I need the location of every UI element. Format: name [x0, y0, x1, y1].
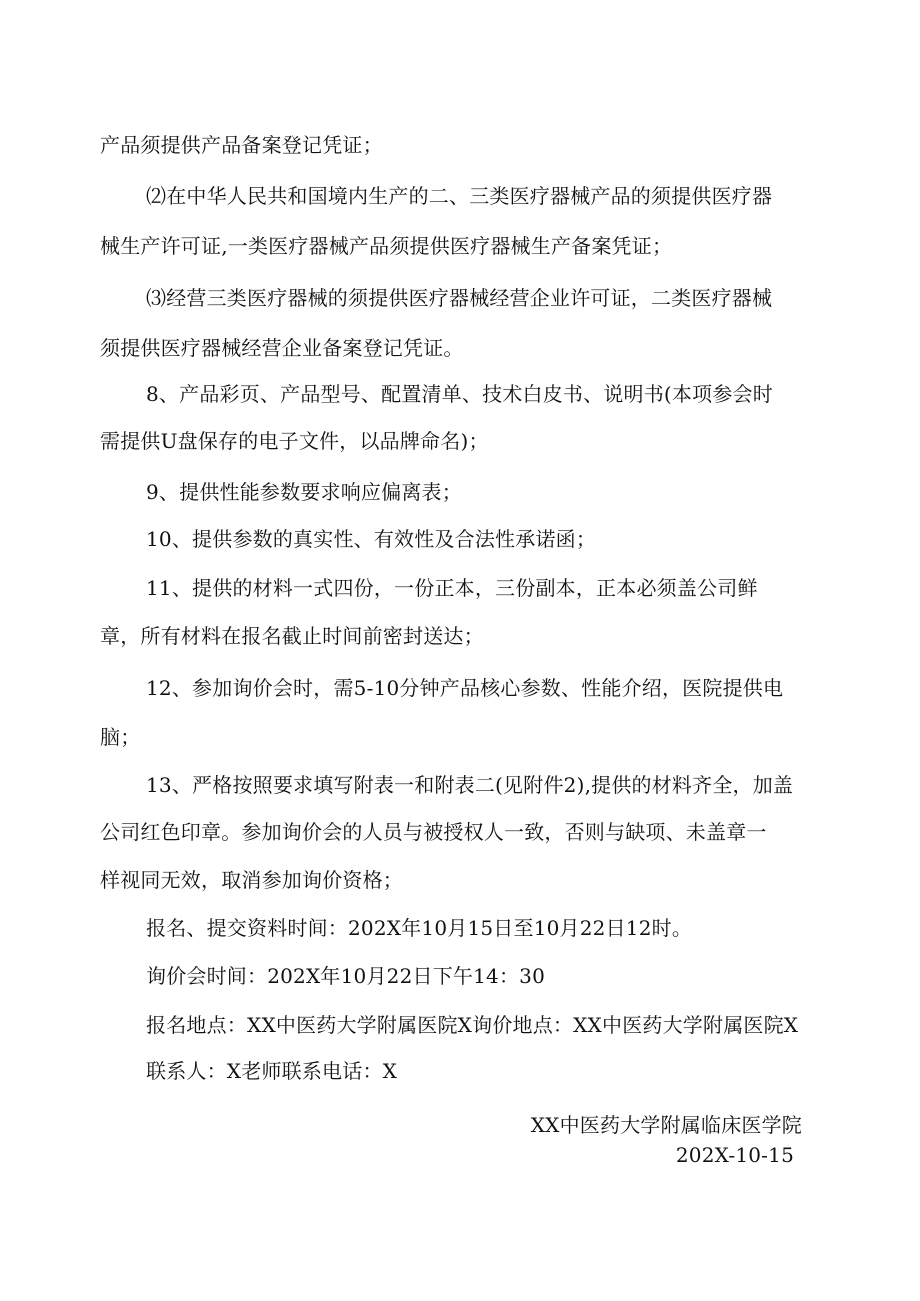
text-line-11: 章，所有材料在报名截止时间前密封送达； [100, 624, 484, 648]
text-line-4: ⑶经营三类医疗器械的须提供医疗器械经营企业许可证，二类医疗器械 [146, 286, 773, 310]
text-line-10: 11、提供的材料一式四份，一份正本，三份副本，正本必须盖公司鲜 [146, 576, 758, 600]
text-line-3: 械生产许可证,一类医疗器械产品须提供医疗器械生产备案凭证； [100, 234, 673, 258]
text-line-1: 产品须提供产品备案登记凭证； [100, 133, 383, 157]
text-line-7: 需提供U盘保存的电子文件，以品牌命名)； [100, 429, 489, 453]
text-line-20: 联系人：X老师联系电话：X [146, 1059, 398, 1083]
text-line-18: 询价会时间：202X年10月22日下午14：30 [146, 964, 546, 988]
text-line-9: 10、提供参数的真实性、有效性及合法性承诺函； [146, 527, 597, 551]
text-line-19: 报名地点：XX中医药大学附属医院X询价地点：XX中医药大学附属医院X [146, 1013, 799, 1037]
text-line-16: 样视同无效，取消参加询价资格； [100, 868, 403, 892]
text-line-15: 公司红色印章。参加询价会的人员与被授权人一致，否则与缺项、未盖章一 [100, 820, 767, 844]
text-line-14: 13、严格按照要求填写附表一和附表二(见附件2),提供的材料齐全，加盖 [146, 773, 794, 797]
signature-date: 202X-10-15 [675, 1143, 794, 1167]
text-line-17: 报名、提交资料时间：202X年10月15日至10月22日12时。 [146, 916, 693, 940]
text-line-12: 12、参加询价会时，需5-10分钟产品核心参数、性能介绍，医院提供电 [146, 676, 784, 700]
text-line-5: 须提供医疗器械经营企业备案登记凭证。 [100, 336, 464, 360]
text-line-2: ⑵在中华人民共和国境内生产的二、三类医疗器械产品的须提供医疗器 [146, 184, 773, 208]
signature-organization: XX中医药大学附属临床医学院 [530, 1113, 802, 1137]
text-line-8: 9、提供性能参数要求响应偏离表； [146, 480, 462, 504]
text-line-6: 8、产品彩页、产品型号、配置清单、技术白皮书、说明书(本项参会时 [146, 382, 773, 406]
text-line-13: 脑； [100, 725, 141, 749]
